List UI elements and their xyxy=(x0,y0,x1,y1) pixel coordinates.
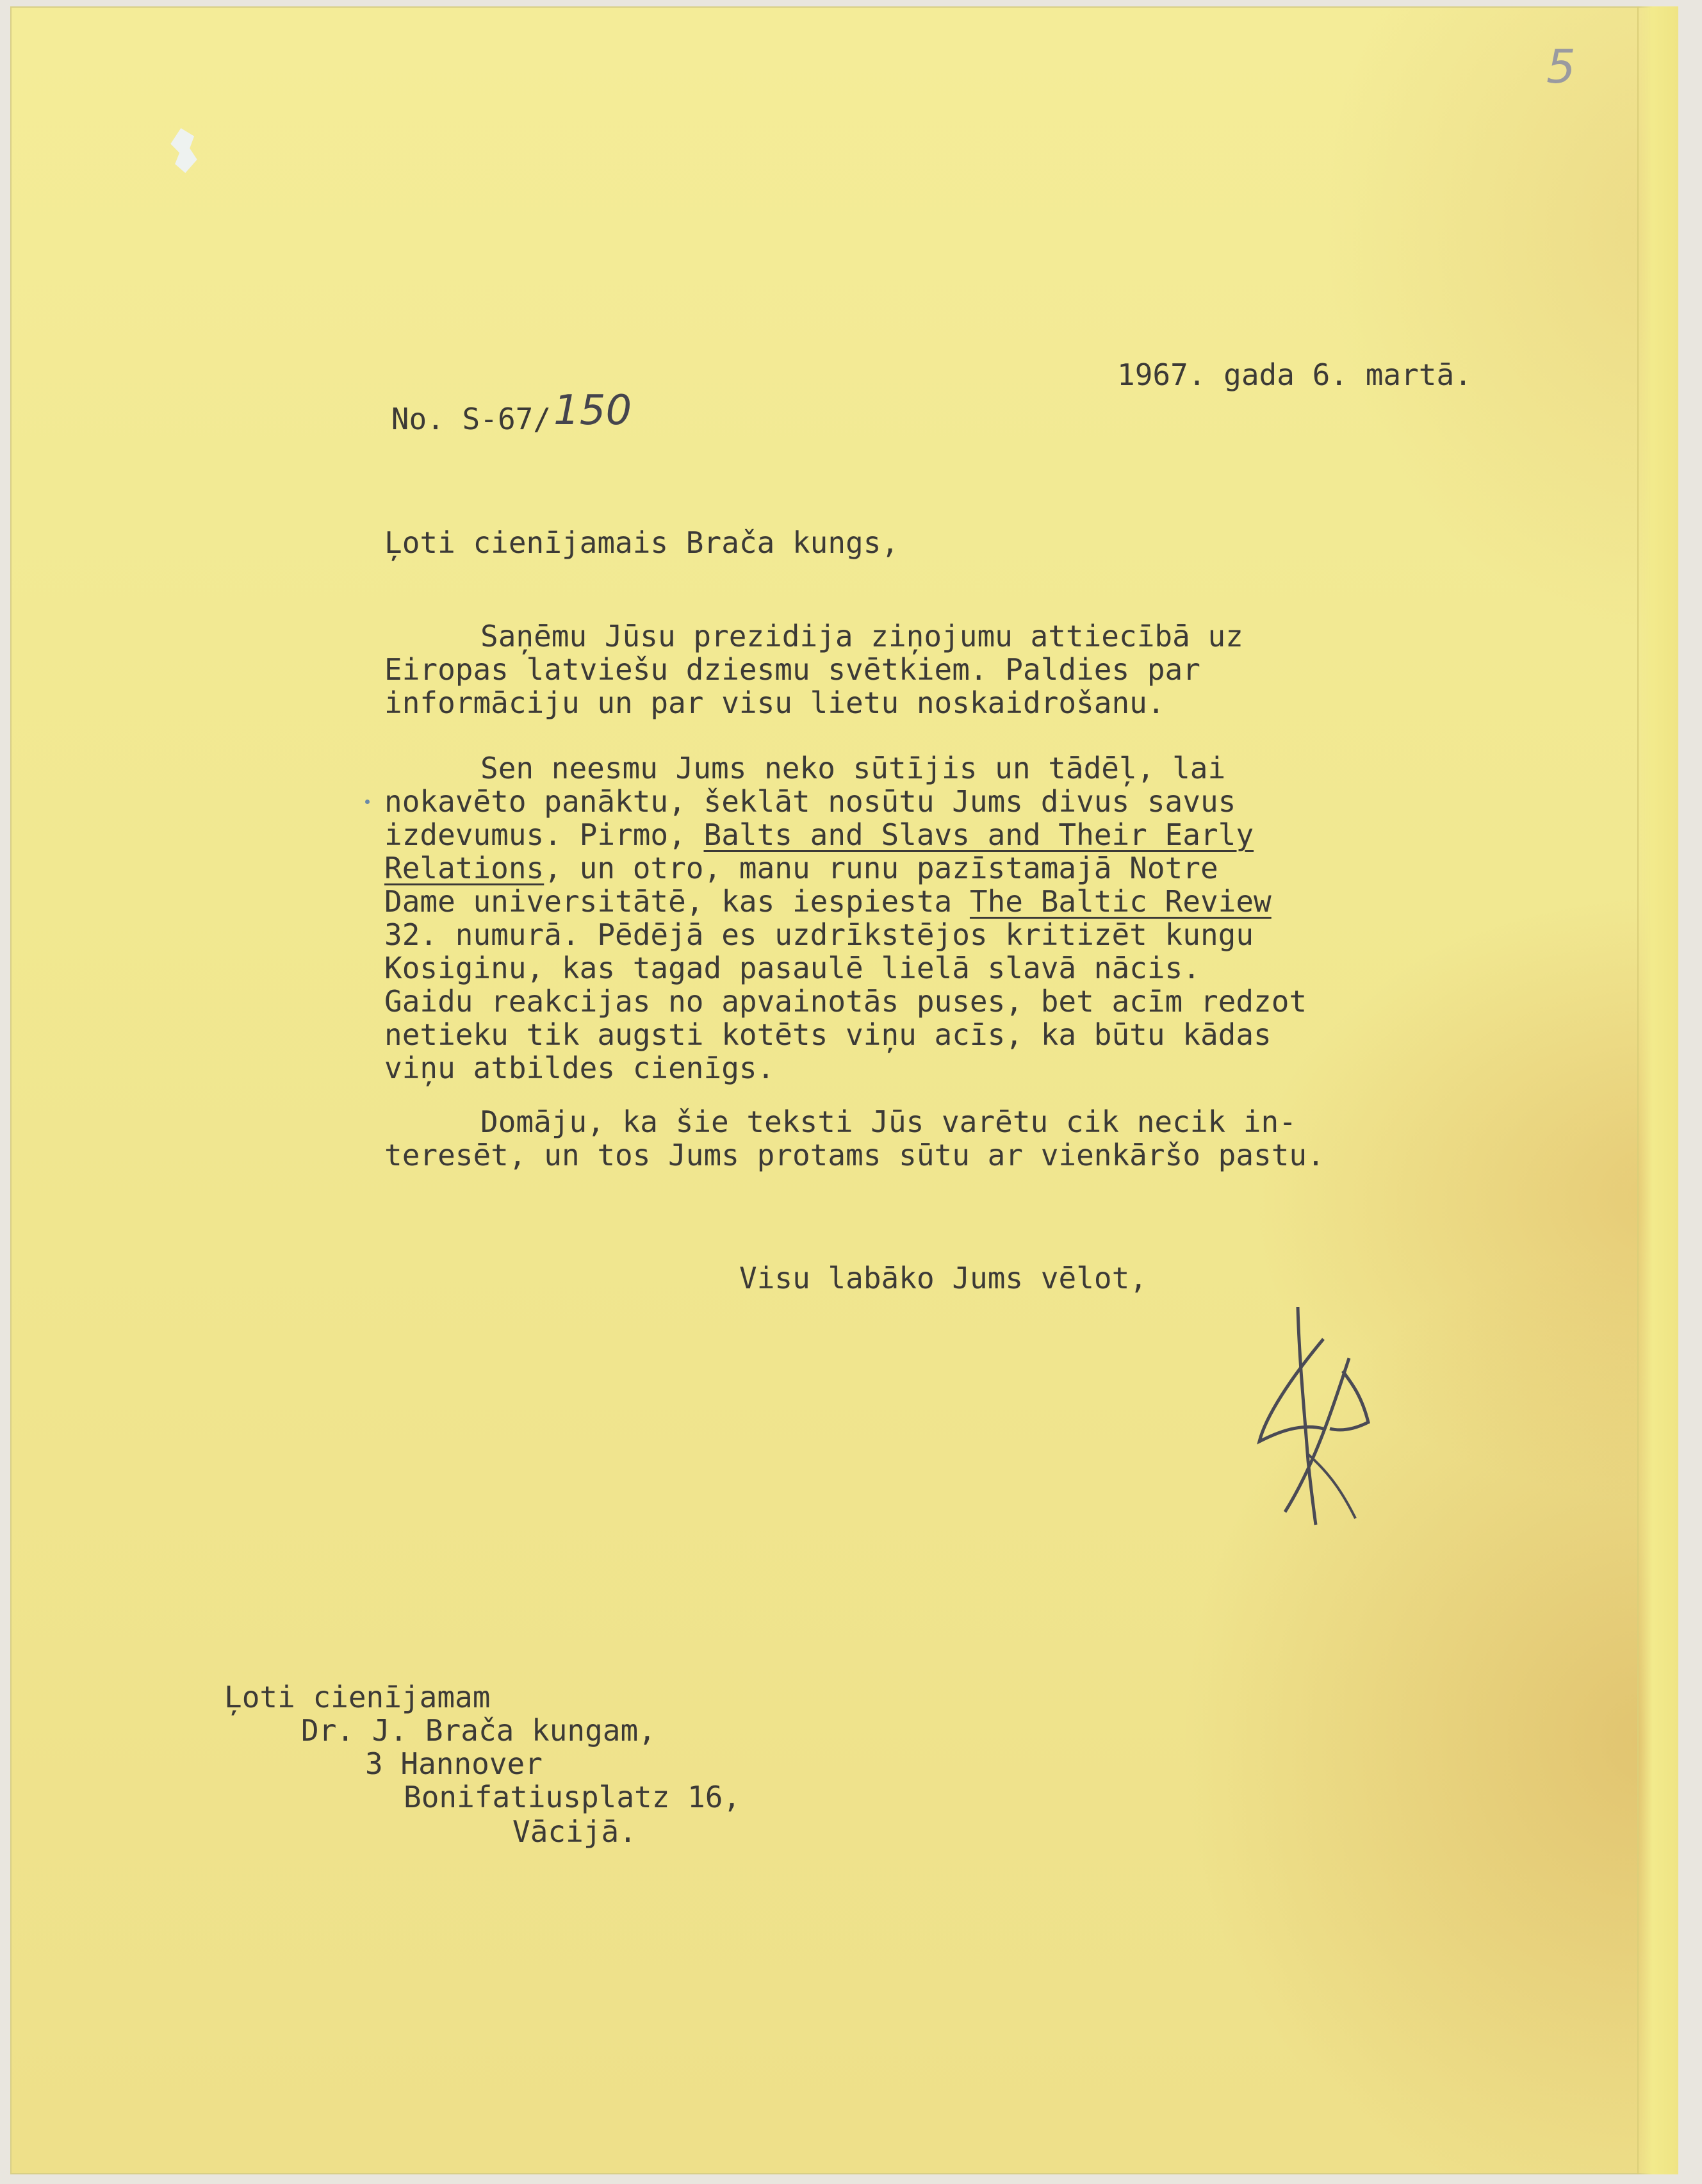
address-line-4: Bonifatiusplatz 16, xyxy=(404,1780,741,1814)
p1-line-1: Saņēmu Jūsu prezidija ziņojumu attiecībā uz xyxy=(480,619,1243,653)
p2-line-3 xyxy=(384,817,1254,852)
p2-line-4-text: , un otro, manu runu pazīstamajā Notre xyxy=(544,851,1218,885)
reference-handwritten: 150 xyxy=(553,387,632,434)
p2-line-2: nokavēto panāktu, šeklāt nosūtu Jums divus savus xyxy=(384,784,1236,819)
p2-line-9: netieku tik augsti kotēts viņu acīs, ka būtu kādas xyxy=(384,1017,1272,1052)
p1-line-2: Eiropas latviešu dziesmu svētkiem. Paldies par xyxy=(384,652,1200,687)
closing: Visu labāko Jums vēlot, xyxy=(739,1261,1147,1295)
paper-tear xyxy=(169,128,199,173)
page-mark: 5 xyxy=(1546,40,1576,94)
letter-page xyxy=(10,6,1678,2174)
reference-prefix: No. S-67/ xyxy=(391,402,552,436)
p2-line-4 xyxy=(384,851,1218,885)
reference-number xyxy=(320,357,632,474)
p2-line-5 xyxy=(384,884,1272,919)
p2-line-6: 32. numurā. Pēdējā es uzdrīkstējos kritizēt kungu xyxy=(384,917,1254,952)
ink-dot xyxy=(365,800,370,804)
address-line-2: Dr. J. Brača kungam, xyxy=(301,1713,656,1748)
signature xyxy=(1247,1301,1387,1531)
book-title-relations: Relations xyxy=(384,851,544,885)
paper-edge xyxy=(1637,6,1678,2174)
salutation: Ļoti cienījamais Brača kungs, xyxy=(384,525,899,560)
journal-title: The Baltic Review xyxy=(969,884,1272,919)
p3-line-1: Domāju, ka šie teksti Jūs varētu cik necik in- xyxy=(480,1104,1297,1139)
book-title-balts: Balts and Slavs and Their Early xyxy=(703,817,1254,852)
p2-line-5-text: Dame universitātē, kas iespiesta xyxy=(384,884,970,919)
address-line-1: Ļoti cienījamam xyxy=(224,1680,491,1714)
p1-line-3: informāciju un par visu lietu noskaidrošanu. xyxy=(384,686,1165,720)
p2-line-8: Gaidu reakcijas no apvainotās puses, bet acīm redzot xyxy=(384,984,1307,1019)
p2-line-10: viņu atbildes cienīgs. xyxy=(384,1051,775,1085)
p3-line-2: teresēt, un tos Jums protams sūtu ar vienkāršo pastu. xyxy=(384,1138,1325,1172)
p2-line-1: Sen neesmu Jums neko sūtījis un tādēļ, lai xyxy=(480,751,1226,785)
address-line-5: Vācijā. xyxy=(512,1814,637,1849)
letter-date: 1967. gada 6. martā. xyxy=(1117,357,1472,392)
p2-line-7: Kosiginu, kas tagad pasaulē lielā slavā nācis. xyxy=(384,951,1200,985)
p2-line-3-text: izdevumus. Pirmo, xyxy=(384,817,704,852)
address-line-3: 3 Hannover xyxy=(365,1746,543,1781)
